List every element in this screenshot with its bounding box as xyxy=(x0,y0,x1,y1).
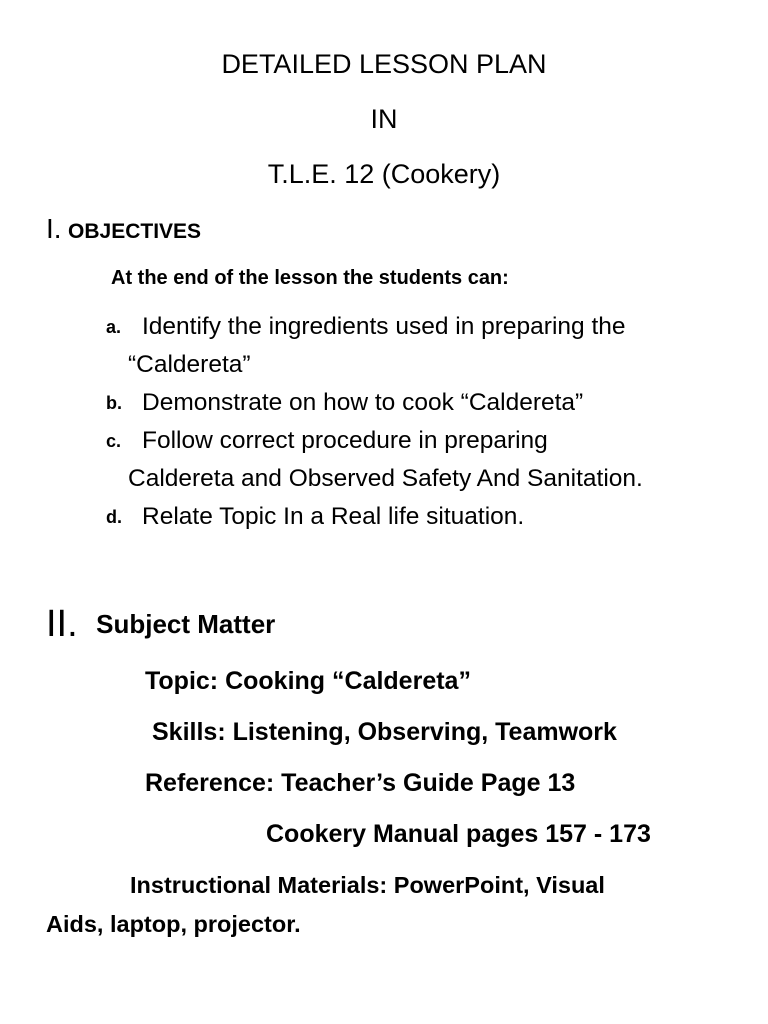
objectives-intro: At the end of the lesson the students can: xyxy=(111,267,509,289)
objective-letter: c. xyxy=(106,431,122,451)
objective-text: Follow correct procedure in preparing xyxy=(142,427,548,454)
document-title-in: IN xyxy=(370,104,398,134)
objective-text: Identify the ingredients used in preparing the xyxy=(142,313,626,340)
objective-text-continued: Caldereta and Observed Safety And Sanitation. xyxy=(128,465,643,492)
objective-item xyxy=(106,308,746,384)
reference-continued-line: Cookery Manual pages 157 - 173 xyxy=(266,820,651,848)
objectives-title: OBJECTIVES xyxy=(68,220,202,243)
objective-item xyxy=(106,422,746,498)
skills-line: Skills: Listening, Observing, Teamwork xyxy=(152,718,617,746)
objectives-numeral: I. xyxy=(46,213,62,244)
reference-line: Reference: Teacher’s Guide Page 13 xyxy=(145,769,576,797)
objective-text: Demonstrate on how to cook “Caldereta” xyxy=(142,389,584,416)
topic-line: Topic: Cooking “Caldereta” xyxy=(145,667,471,695)
objective-item xyxy=(106,384,746,422)
objectives-list xyxy=(106,308,746,536)
subject-matter-heading xyxy=(46,603,275,646)
subject-matter-title: Subject Matter xyxy=(96,609,276,639)
objectives-heading xyxy=(46,213,201,245)
objective-item xyxy=(106,498,746,536)
subject-matter-numeral: II. xyxy=(46,603,78,645)
objective-text-continued: “Caldereta” xyxy=(128,351,251,378)
document-title: DETAILED LESSON PLAN xyxy=(221,49,547,79)
objective-letter: b. xyxy=(106,393,122,413)
objective-letter: a. xyxy=(106,317,122,337)
objective-letter: d. xyxy=(106,507,122,527)
materials-line-continued: Aids, laptop, projector. xyxy=(46,911,301,937)
objective-text: Relate Topic In a Real life situation. xyxy=(142,503,525,530)
document-subject: T.L.E. 12 (Cookery) xyxy=(267,159,501,189)
materials-line: Instructional Materials: PowerPoint, Visual xyxy=(130,872,605,898)
